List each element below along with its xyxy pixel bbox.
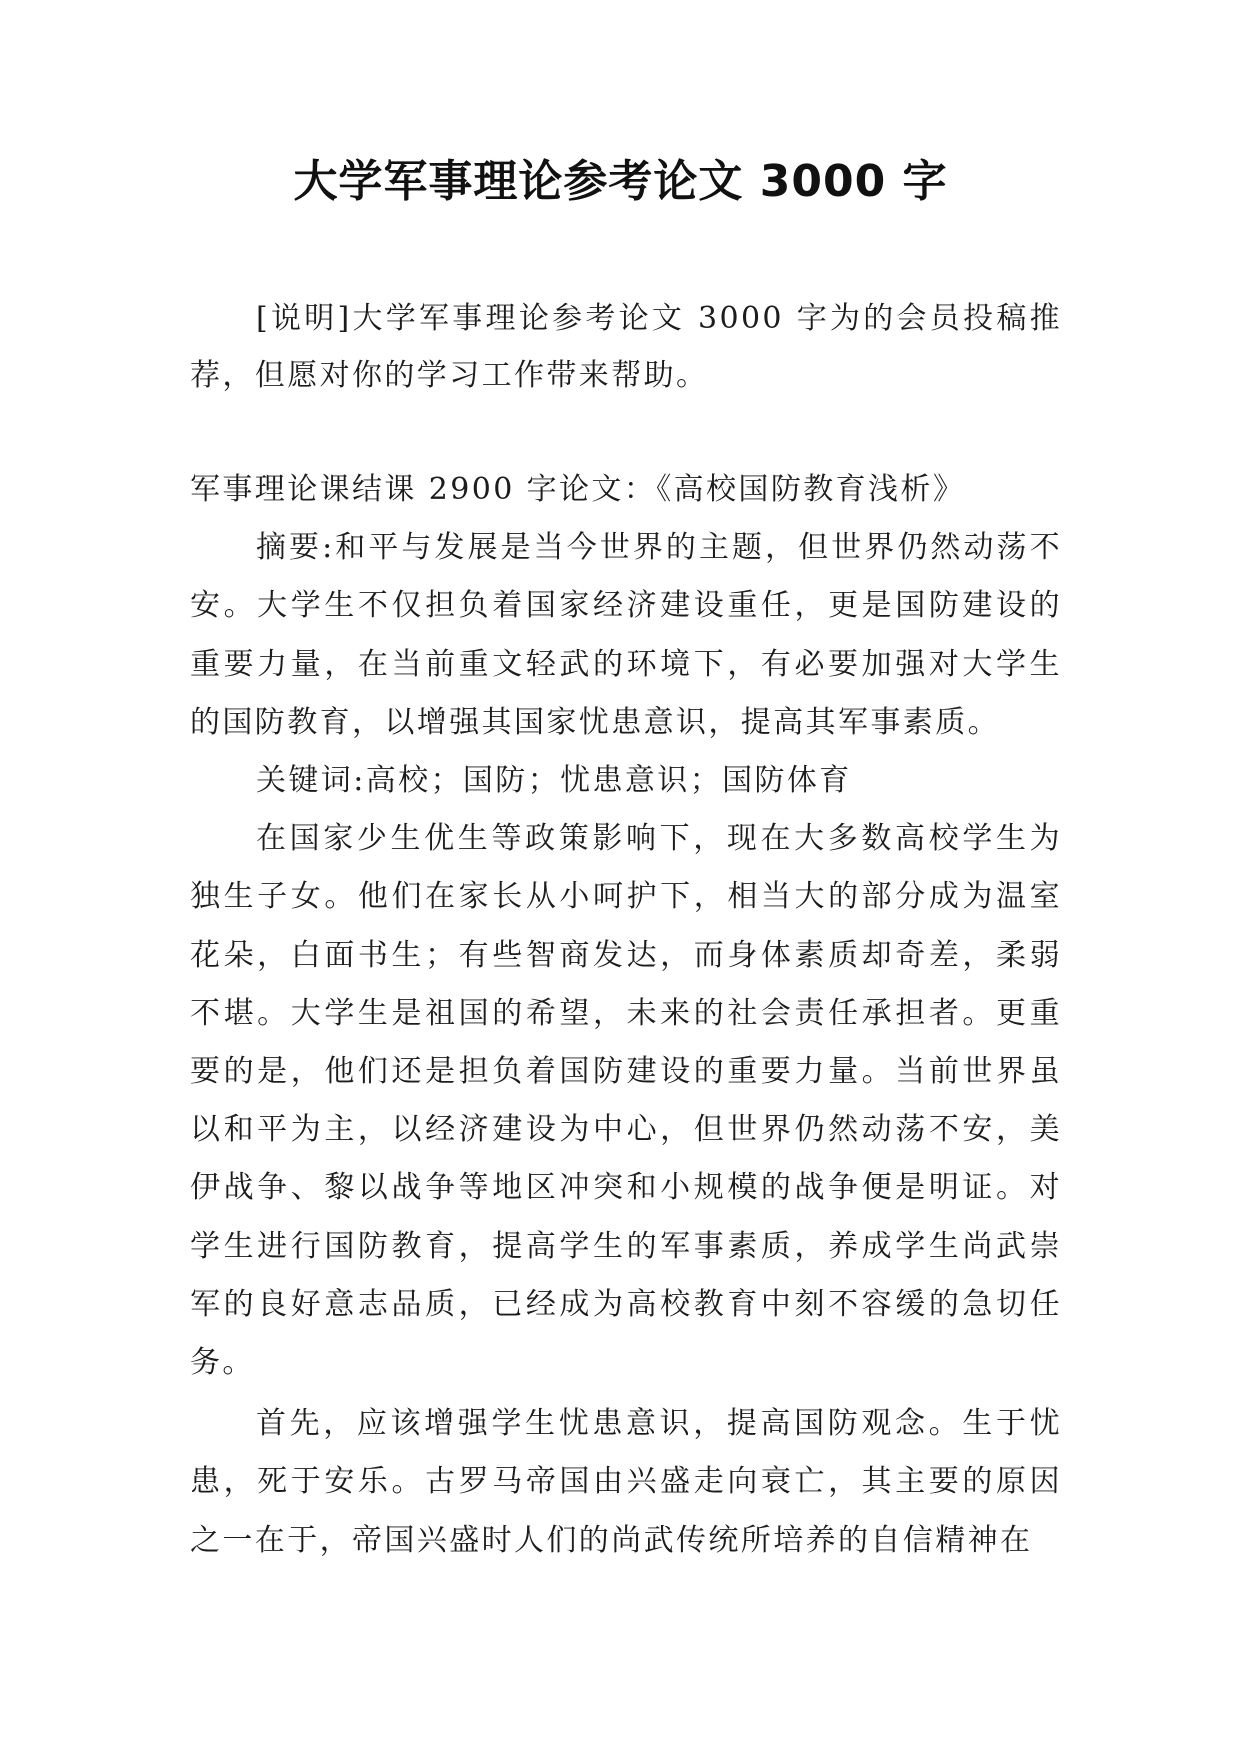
keywords-line: 关键词:高校；国防；忧患意识；国防体育	[256, 763, 852, 799]
body-paragraph-2: 首先，应该增强学生忧患意识，提高国防观念。生于忧患，死于安乐。古罗马帝国由兴盛走向衰亡，其主要的原因之一在于，帝国兴盛时人们的尚武传统所培养的自信精神在	[190, 1406, 1062, 1558]
document-note: [说明]大学军事理论参考论文 3000 字为的会员投稿推荐，但愿对你的学习工作带来帮助。	[190, 301, 1062, 393]
paper-subtitle: 军事理论课结课 2900 字论文：《高校国防教育浅析》	[190, 472, 966, 507]
document-title: 大学军事理论参考论文 3000 字	[293, 156, 948, 207]
body-paragraph-1: 在国家少生优生等政策影响下，现在大多数高校学生为独生子女。他们在家长从小呵护下，相当大的部分成为温室花朵，白面书生；有些智商发达，而身体素质却奇差，柔弱不堪。大学生是祖国的希望，未来的社会责任承担者。更重要的是，他们还是担负着国防建设的重要力量。当前世界虽以和平为主，以经济建设为中心，但世界仍然动荡不安，美伊战争、黎以战争等地区冲突和小规模的战争便是明证。对学生进行国防教育，提高学生的军事素质，养成学生尚武崇军的良好意志品质，已经成为高校教育中刻不容缓的急切任务。	[190, 821, 1062, 1381]
document-body	[190, 461, 1062, 1570]
abstract-paragraph: 摘要:和平与发展是当今世界的主题，但世界仍然动荡不安。大学生不仅担负着国家经济建设重任，更是国防建设的重要力量，在当前重文轻武的环境下，有必要加强对大学生的国防教育，以增强其国家忧患意识，提高其军事素质。	[190, 530, 1062, 740]
